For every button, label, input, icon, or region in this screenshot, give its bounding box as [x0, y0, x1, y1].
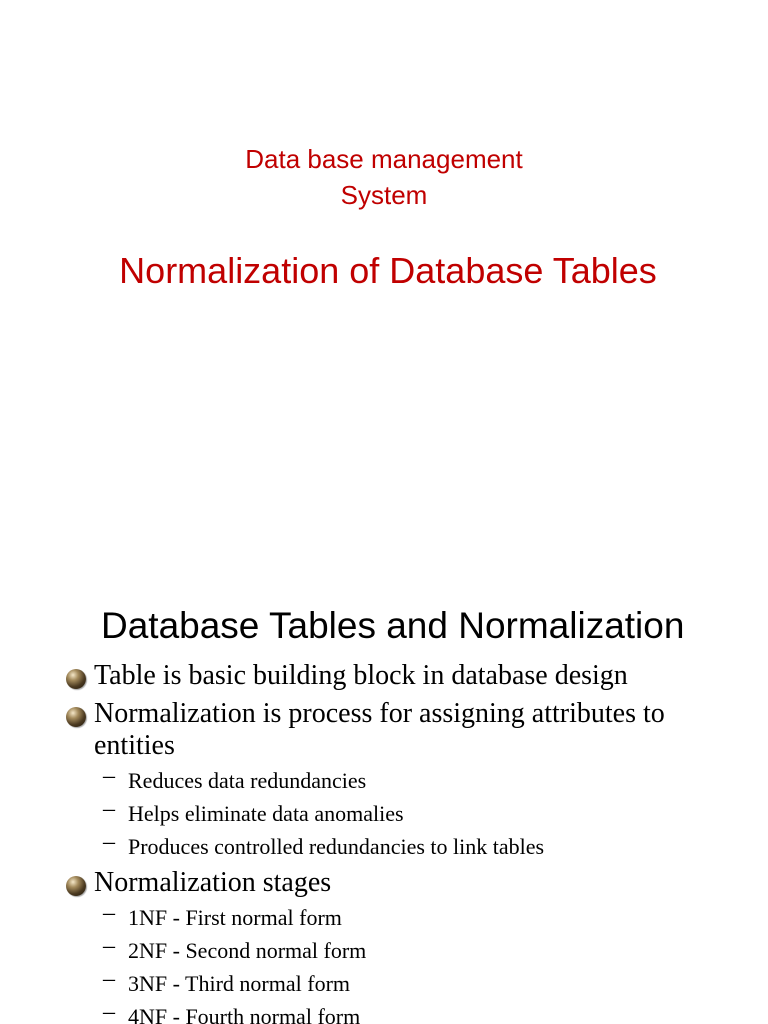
- sub-list: [0, 763, 768, 860]
- subtitle-line-1: Data base management: [245, 144, 523, 174]
- bullet-list: [0, 660, 768, 1024]
- slide1-title: Normalization of Database Tables: [119, 250, 657, 291]
- bullet-text: Table is basic building block in database design: [94, 660, 628, 691]
- sub-item-text: Produces controlled redundancies to link tables: [128, 834, 545, 859]
- dash-marker: –: [103, 796, 115, 822]
- dash-marker: –: [103, 829, 115, 855]
- sub-item-text: 2NF - Second normal form: [128, 938, 367, 963]
- slide1-subtitle: [0, 141, 768, 213]
- sub-item-text: Helps eliminate data anomalies: [128, 801, 404, 826]
- subtitle-line-2: System: [340, 180, 428, 210]
- sub-item-text: 3NF - Third normal form: [128, 971, 351, 996]
- bullet-item: [0, 867, 768, 899]
- sub-list: [0, 900, 768, 1024]
- sub-item: [0, 966, 768, 997]
- dash-marker: –: [103, 900, 115, 926]
- sub-item-text: 4NF - Fourth normal form: [128, 1004, 361, 1024]
- dash-marker: –: [103, 999, 115, 1024]
- sub-item: [0, 933, 768, 964]
- dash-marker: –: [103, 966, 115, 992]
- sub-item: [0, 999, 768, 1024]
- sub-item-text: Reduces data redundancies: [128, 768, 367, 793]
- bronze-sphere-bullet-icon: [66, 707, 86, 727]
- bronze-sphere-bullet-icon: [66, 876, 86, 896]
- bullet-item: [0, 698, 768, 762]
- bronze-sphere-bullet-icon: [66, 669, 86, 689]
- dash-marker: –: [103, 933, 115, 959]
- dash-marker: –: [103, 763, 115, 789]
- sub-item-text: 1NF - First normal form: [128, 905, 342, 930]
- sub-item: [0, 763, 768, 794]
- slide2-title: Database Tables and Normalization: [101, 605, 685, 646]
- sub-item: [0, 900, 768, 931]
- sub-item: [0, 829, 768, 860]
- sub-item: [0, 796, 768, 827]
- bullet-text: Normalization stages: [94, 867, 332, 898]
- bullet-item: [0, 660, 768, 692]
- bullet-text: Normalization is process for assigning attributes to entities: [94, 698, 665, 761]
